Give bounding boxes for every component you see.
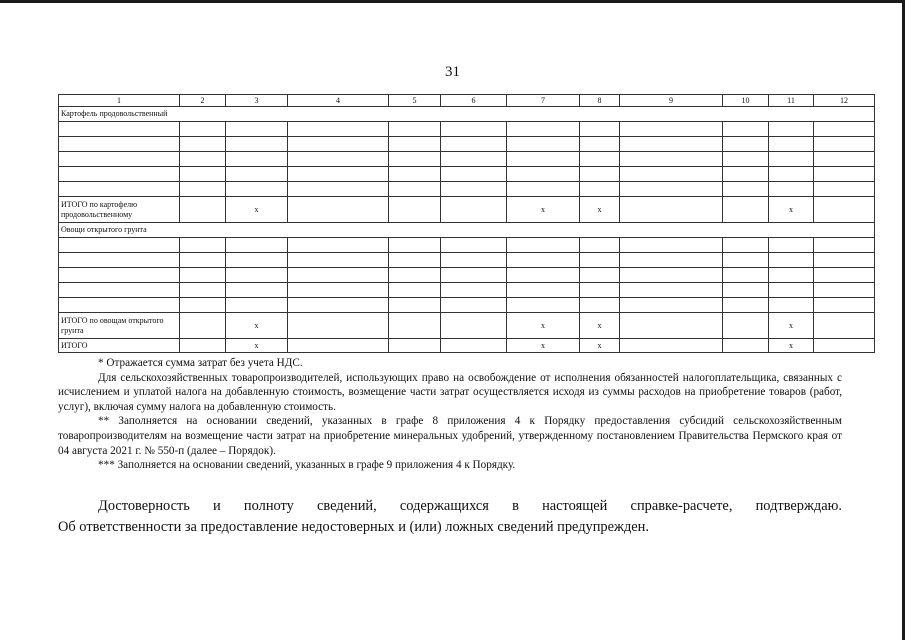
x-mark: х: [226, 313, 288, 339]
column-header: 2: [180, 95, 226, 107]
table-row: [59, 253, 875, 268]
column-header: 1: [59, 95, 180, 107]
confirmation-statement: [58, 496, 842, 537]
x-mark: х: [226, 197, 288, 223]
section-row-vegetables: [59, 223, 875, 238]
x-mark: х: [226, 339, 288, 353]
x-mark: х: [769, 313, 814, 339]
table-row: [59, 283, 875, 298]
confirmation-line-2: Об ответственности за предоставление недостоверных и (или) ложных сведений предупрежден.: [58, 518, 649, 535]
footnotes: [58, 356, 842, 473]
footnote-vat-detail: Для сельскохозяйственных товаропроизводителей, использующих право на освобождение от исполнения обязанностей налогоплательщика, связанных с исчислением и уплатой налога на добавленную стоимость, возмещение части затрат осуществляется исходя из суммы расходов на приобретение товаров (работ, услуг), включая сумму налога на добавленную стоимость.: [58, 371, 842, 413]
column-header: 10: [723, 95, 769, 107]
column-header: 9: [620, 95, 723, 107]
column-number-row: [59, 95, 875, 107]
table-row: [59, 182, 875, 197]
table-row: [59, 152, 875, 167]
section-title-potato: Картофель продовольственный: [59, 107, 875, 122]
x-mark: х: [580, 197, 620, 223]
total-row-potato: [59, 197, 875, 223]
grand-total-label: ИТОГО: [59, 339, 180, 353]
column-header: 3: [226, 95, 288, 107]
total-row-vegetables: [59, 313, 875, 339]
total-label-potato: ИТОГО по картофелю продовольственному: [59, 197, 180, 223]
table-row: [59, 137, 875, 152]
table-row: [59, 298, 875, 313]
footnote-column-8: ** Заполняется на основании сведений, указанных в графе 8 приложения 4 к Порядку предоставления субсидий сельскохозяйственным товаропроизводителям на возмещение части затрат на приобретение минеральных удобрений, утвержденному постановлением Правительства Пермского края от 04 августа 2021 г. № 550-п (далее – Порядок).: [58, 415, 842, 457]
section-row-potato: [59, 107, 875, 122]
page-number: 31: [445, 64, 460, 80]
table-row: [59, 167, 875, 182]
x-mark: х: [769, 197, 814, 223]
cost-calculation-table: [58, 94, 875, 353]
confirmation-line-1: Достоверность и полноту сведений, содержащихся в настоящей справке-расчете, подтверждаю.: [98, 498, 842, 514]
x-mark: х: [580, 313, 620, 339]
footnote-column-9: *** Заполняется на основании сведений, указанных в графе 9 приложения 4 к Порядку.: [98, 459, 516, 472]
column-header: 8: [580, 95, 620, 107]
column-header: 12: [814, 95, 875, 107]
x-mark: х: [507, 197, 580, 223]
table-row: [59, 268, 875, 283]
column-header: 6: [441, 95, 507, 107]
x-mark: х: [507, 313, 580, 339]
column-header: 7: [507, 95, 580, 107]
column-header: 5: [389, 95, 441, 107]
column-header: 11: [769, 95, 814, 107]
x-mark: х: [507, 339, 580, 353]
x-mark: х: [580, 339, 620, 353]
table-row: [59, 238, 875, 253]
scan-border-top: [0, 0, 905, 3]
section-title-vegetables: Овощи открытого грунта: [59, 223, 875, 238]
footnote-vat: * Отражается сумма затрат без учета НДС.: [98, 357, 303, 369]
table-row: [59, 122, 875, 137]
grand-total-row: [59, 339, 875, 353]
total-label-vegetables: ИТОГО по овощам открытого грунта: [59, 313, 180, 339]
x-mark: х: [769, 339, 814, 353]
column-header: 4: [288, 95, 389, 107]
